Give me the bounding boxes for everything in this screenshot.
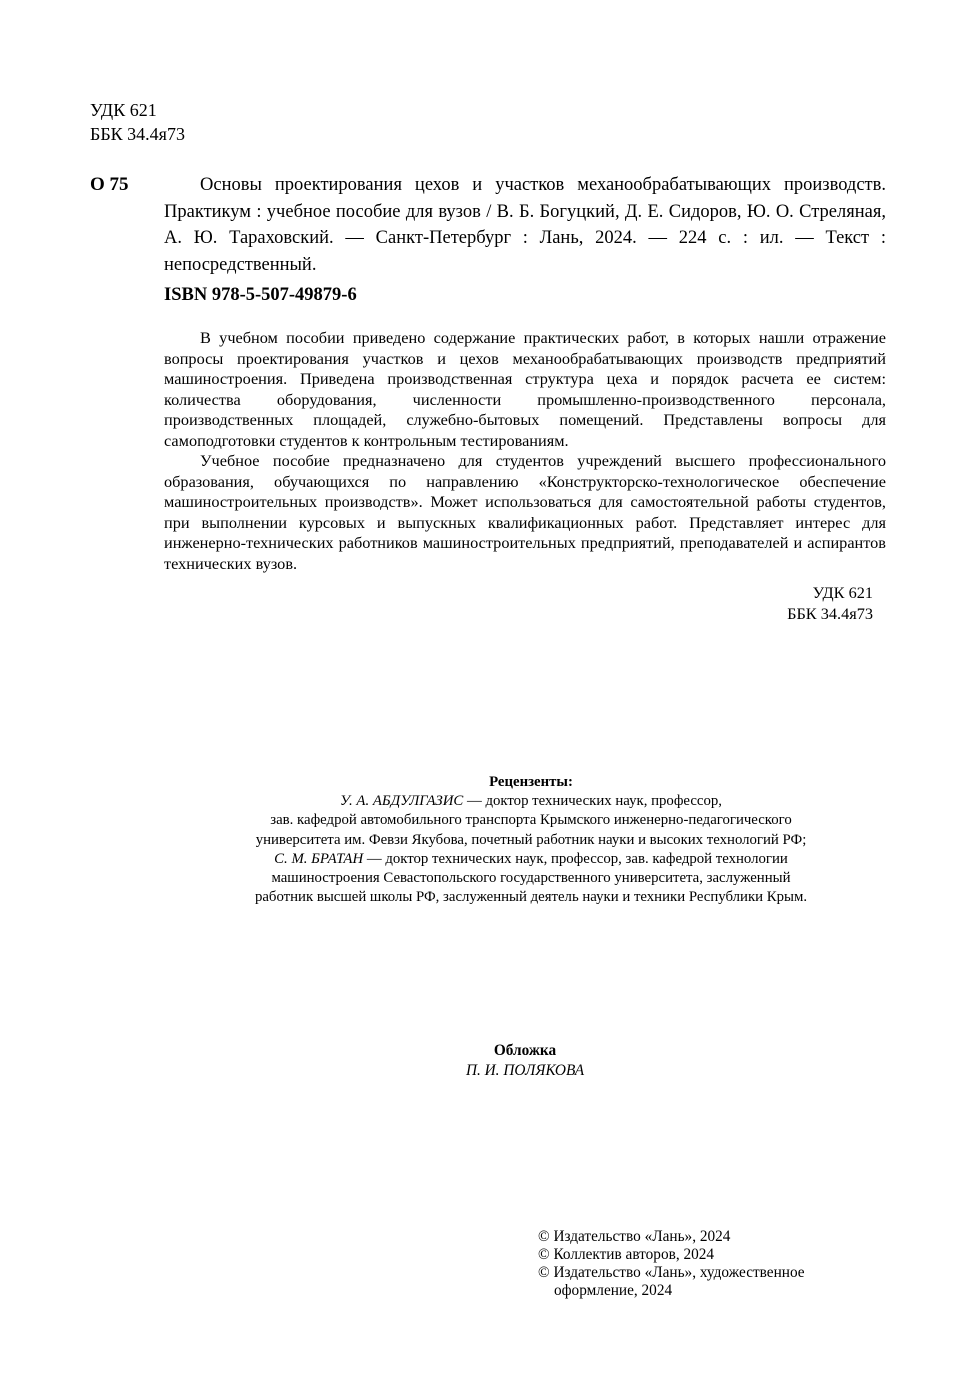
udk-bbk-right bbox=[787, 582, 873, 624]
abstract-paragraph-1: В учебном пособии приведено содержание практических работ, в которых нашли отражение вопросы проектирования участков и цехов механообрабатывающих производств предприятий машиностроения. Приведена производственная структура цеха и порядок расчета ее систем: количества оборудования, численности промышленно-производственного персонала, производственных площадей, служебно-бытовых помещений. Представлены вопросы для самоподготовки студентов к контрольным тестированиям. bbox=[164, 328, 886, 450]
isbn: ISBN 978-5-507-49879-6 bbox=[164, 285, 357, 305]
reviewer-2-name: С. М. БРАТАН bbox=[274, 850, 364, 867]
bibliographic-record bbox=[164, 172, 886, 278]
reviewer-1-line-2: зав. кафедрой автомобильного транспорта Крымского инженерно-педагогического bbox=[270, 812, 792, 829]
udk-code: УДК 621 bbox=[90, 100, 157, 120]
udk-code-right: УДК 621 bbox=[812, 583, 873, 602]
copyright-line-1: © Издательство «Лань», 2024 bbox=[538, 1228, 731, 1245]
reviewer-2: С. М. БРАТАН — доктор технических наук, профессор, зав. кафедрой технологии bbox=[274, 850, 788, 867]
reviewers-heading: Рецензенты: bbox=[489, 774, 573, 790]
bibliographic-text: Основы проектирования цехов и участков механообрабатывающих производств. Практикум : учебное пособие для вузов / В. Б. Богуцкий, Д. Е. Сидоров, Ю. О. Стреляная, А. Ю. Тараховский. — Санкт-Петербург : Лань, 2024. — 224 с. : ил. — Текст : непосредственный. bbox=[164, 175, 886, 275]
udk-bbk-top bbox=[90, 98, 185, 146]
copyright-line-3-cont: оформление, 2024 bbox=[554, 1282, 673, 1299]
copyright-line-2: © Коллектив авторов, 2024 bbox=[538, 1246, 715, 1263]
abstract-paragraph-2: Учебное пособие предназначено для студентов учреждений высшего профессионального образования, обучающихся по направлению «Конструкторско-технологическое обеспечение машиностроительных производств». Может использоваться для самостоятельной работы студентов, при выполнении курсовых и выпускных квалификационных работ. Представляет интерес для инженерно-технических работников машиностроительных предприятий, преподавателей и аспирантов технических вузов. bbox=[164, 451, 886, 573]
reviewer-2-line-3: работник высшей школы РФ, заслуженный деятель науки и техники Республики Крым. bbox=[254, 889, 808, 906]
cover-artist: П. И. ПОЛЯКОВА bbox=[465, 1061, 585, 1079]
reviewer-1-line-3: университета им. Февзи Якубова, почетный работник науки и высоких технологий РФ; bbox=[255, 831, 807, 848]
reviewer-1-name: У. А. АБДУЛГАЗИС bbox=[340, 793, 464, 810]
reviewers-block bbox=[160, 773, 902, 907]
copyright-line-3: © Издательство «Лань», художественное bbox=[538, 1264, 805, 1281]
abstract bbox=[164, 328, 886, 574]
cover-credit bbox=[420, 1041, 630, 1080]
bbk-code-right: ББК 34.4я73 bbox=[787, 604, 873, 623]
cover-heading: Обложка bbox=[493, 1042, 557, 1059]
reviewer-2-line-2: машиностроения Севастопольского государственного университета, заслуженный bbox=[271, 870, 791, 887]
reviewer-1: У. А. АБДУЛГАЗИС — доктор технических наук, профессор, bbox=[340, 793, 722, 810]
bbk-code: ББК 34.4я73 bbox=[90, 124, 185, 144]
copyright-block bbox=[538, 1228, 805, 1300]
author-mark: О 75 bbox=[90, 174, 129, 195]
